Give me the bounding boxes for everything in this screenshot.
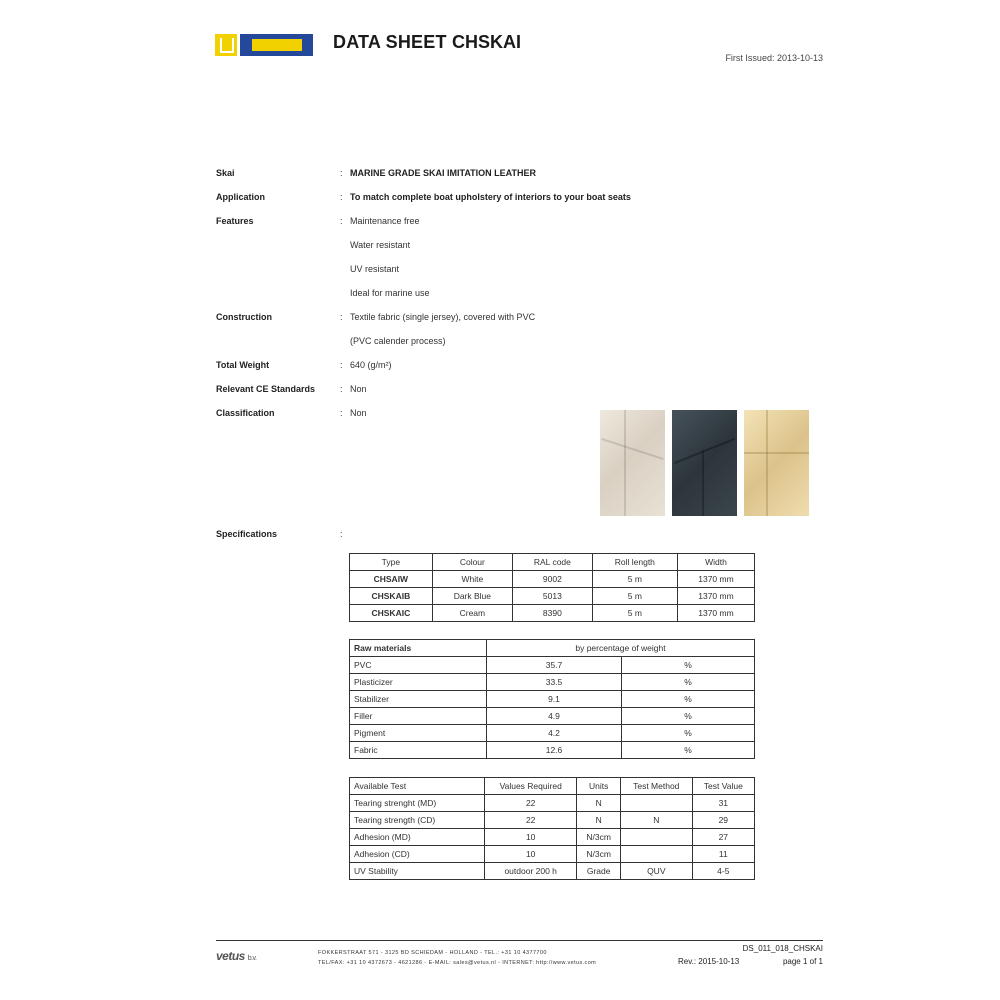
colon: : <box>340 529 343 539</box>
total-weight-value: 640 (g/m²) <box>350 360 392 370</box>
swatch-white-image <box>600 410 665 516</box>
table-cell: 5 m <box>592 571 677 588</box>
table-cell: White <box>432 571 512 588</box>
table-cell: Stabilizer <box>350 691 487 708</box>
column-header: Units <box>577 778 621 795</box>
table-cell: 11 <box>692 846 754 863</box>
table-cell: 4-5 <box>692 863 754 880</box>
table-row <box>350 725 755 742</box>
table-cell: % <box>622 657 755 674</box>
product-code: CHSKAI <box>452 32 522 52</box>
table-cell: 1370 mm <box>677 588 754 605</box>
table-cell: Cream <box>432 605 512 622</box>
table-cell: 5 m <box>592 588 677 605</box>
table-cell: 27 <box>692 829 754 846</box>
table-cell: 22 <box>485 812 577 829</box>
feature-item: UV resistant <box>350 264 400 274</box>
table-cell: 33.5 <box>487 674 622 691</box>
table-cell: % <box>622 674 755 691</box>
table-cell: CHSAIW <box>350 571 433 588</box>
table-header-row <box>350 554 755 571</box>
feature-item: Ideal for marine use <box>350 288 430 298</box>
column-header: Values Required <box>485 778 577 795</box>
table-cell: 1370 mm <box>677 605 754 622</box>
column-header: Colour <box>432 554 512 571</box>
column-header: Available Test <box>350 778 485 795</box>
table-cell: Tearing strength (CD) <box>350 812 485 829</box>
table-header-row <box>350 778 755 795</box>
column-header: Roll length <box>592 554 677 571</box>
table-cell <box>620 795 692 812</box>
colon: : <box>340 216 343 226</box>
table-cell <box>620 846 692 863</box>
footer-divider <box>216 940 823 941</box>
table-cell: 31 <box>692 795 754 812</box>
ce-standards-value: Non <box>350 384 367 394</box>
table-cell: Fabric <box>350 742 487 759</box>
column-header: by percentage of weight <box>487 640 755 657</box>
table-row <box>350 708 755 725</box>
skai-value: MARINE GRADE SKAI IMITATION LEATHER <box>350 168 536 178</box>
table-cell: UV Stability <box>350 863 485 880</box>
footer-logo-text: vetus <box>216 949 245 963</box>
table-cell: CHSKAIC <box>350 605 433 622</box>
footer-page-number: page 1 of 1 <box>782 957 823 966</box>
table-cell: 1370 mm <box>677 571 754 588</box>
table-cell: 8390 <box>513 605 593 622</box>
table-cell: PVC <box>350 657 487 674</box>
construction-value-cont: (PVC calender process) <box>350 336 446 346</box>
table-cell: % <box>622 742 755 759</box>
column-header: Test Method <box>620 778 692 795</box>
table-cell: CHSKAIB <box>350 588 433 605</box>
table-row <box>350 571 755 588</box>
skai-label: Skai <box>216 168 235 178</box>
table-cell: Adhesion (CD) <box>350 846 485 863</box>
footer-address-line: FOKKERSTRAAT 571 - 3125 BD SCHIEDAM - HOLLAND - TEL.: +31 10 4377700 <box>318 950 547 956</box>
table-row <box>350 812 755 829</box>
page-title: DATA SHEET <box>333 32 447 52</box>
table-cell: 35.7 <box>487 657 622 674</box>
table-row <box>350 691 755 708</box>
table-cell: Filler <box>350 708 487 725</box>
table-cell: Adhesion (MD) <box>350 829 485 846</box>
table-cell: 29 <box>692 812 754 829</box>
specifications-label: Specifications <box>216 529 278 539</box>
table-cell: Dark Blue <box>432 588 512 605</box>
colon: : <box>340 408 343 418</box>
first-issued-date: First Issued: 2013-10-13 <box>725 53 823 63</box>
features-label: Features <box>216 216 254 226</box>
table-cell: % <box>622 708 755 725</box>
table-cell: Pigment <box>350 725 487 742</box>
table-row <box>350 742 755 759</box>
footer-doc-code: DS_011_018_CHSKAI <box>742 944 823 953</box>
table-cell: 9.1 <box>487 691 622 708</box>
ce-standards-label: Relevant CE Standards <box>216 384 316 394</box>
table-row <box>350 588 755 605</box>
table-cell: 10 <box>485 829 577 846</box>
total-weight-label: Total Weight <box>216 360 270 370</box>
table-cell: 9002 <box>513 571 593 588</box>
table-cell: 5 m <box>592 605 677 622</box>
footer-logo <box>216 949 296 967</box>
table-row <box>350 605 755 622</box>
construction-value: Textile fabric (single jersey), covered with PVC <box>350 312 536 322</box>
construction-label: Construction <box>216 312 272 322</box>
table-header-row <box>350 640 755 657</box>
table-cell: N/3cm <box>577 846 621 863</box>
table-cell: N <box>577 812 621 829</box>
colon: : <box>340 360 343 370</box>
table-cell: 4.9 <box>487 708 622 725</box>
colon: : <box>340 192 343 202</box>
table-cell: Grade <box>577 863 621 880</box>
feature-item: Water resistant <box>350 240 411 250</box>
feature-item: Maintenance free <box>350 216 420 226</box>
table-cell: 22 <box>485 795 577 812</box>
table-cell: % <box>622 725 755 742</box>
table-cell: outdoor 200 h <box>485 863 577 880</box>
footer-logo-suffix: b.v. <box>247 955 257 962</box>
swatch-cream-image <box>744 410 809 516</box>
table-row <box>350 795 755 812</box>
colon: : <box>340 168 343 178</box>
table-cell: Tearing strenght (MD) <box>350 795 485 812</box>
types-table <box>349 553 755 622</box>
application-label: Application <box>216 192 265 202</box>
table-cell <box>620 829 692 846</box>
table-cell: N <box>577 795 621 812</box>
table-row <box>350 863 755 880</box>
table-cell: N <box>620 812 692 829</box>
footer-revision: Rev.: 2015-10-13 <box>678 957 740 966</box>
column-header: Test Value <box>692 778 754 795</box>
classification-value: Non <box>350 408 367 418</box>
classification-label: Classification <box>216 408 275 418</box>
column-header: Raw materials <box>350 640 487 657</box>
column-header: Type <box>350 554 433 571</box>
table-row <box>350 829 755 846</box>
table-cell: % <box>622 691 755 708</box>
column-header: Width <box>677 554 754 571</box>
table-row <box>350 657 755 674</box>
table-cell: QUV <box>620 863 692 880</box>
table-cell: N/3cm <box>577 829 621 846</box>
colon: : <box>340 384 343 394</box>
swatch-dark-blue-image <box>672 410 737 516</box>
table-cell: 5013 <box>513 588 593 605</box>
footer-contact-line: TEL/FAX: +31 10 4372673 - 4621286 - E-MAIL: sales@vetus.nl - INTERNET: http://www.vetus.com <box>318 960 597 966</box>
raw-materials-table <box>349 639 755 759</box>
table-cell: 4.2 <box>487 725 622 742</box>
table-cell: 10 <box>485 846 577 863</box>
table-row <box>350 674 755 691</box>
table-cell: 12.6 <box>487 742 622 759</box>
colon: : <box>340 312 343 322</box>
table-row <box>350 846 755 863</box>
table-cell: Plasticizer <box>350 674 487 691</box>
tests-table <box>349 777 755 880</box>
application-value: To match complete boat upholstery of interiors to your boat seats <box>350 192 631 202</box>
column-header: RAL code <box>513 554 593 571</box>
